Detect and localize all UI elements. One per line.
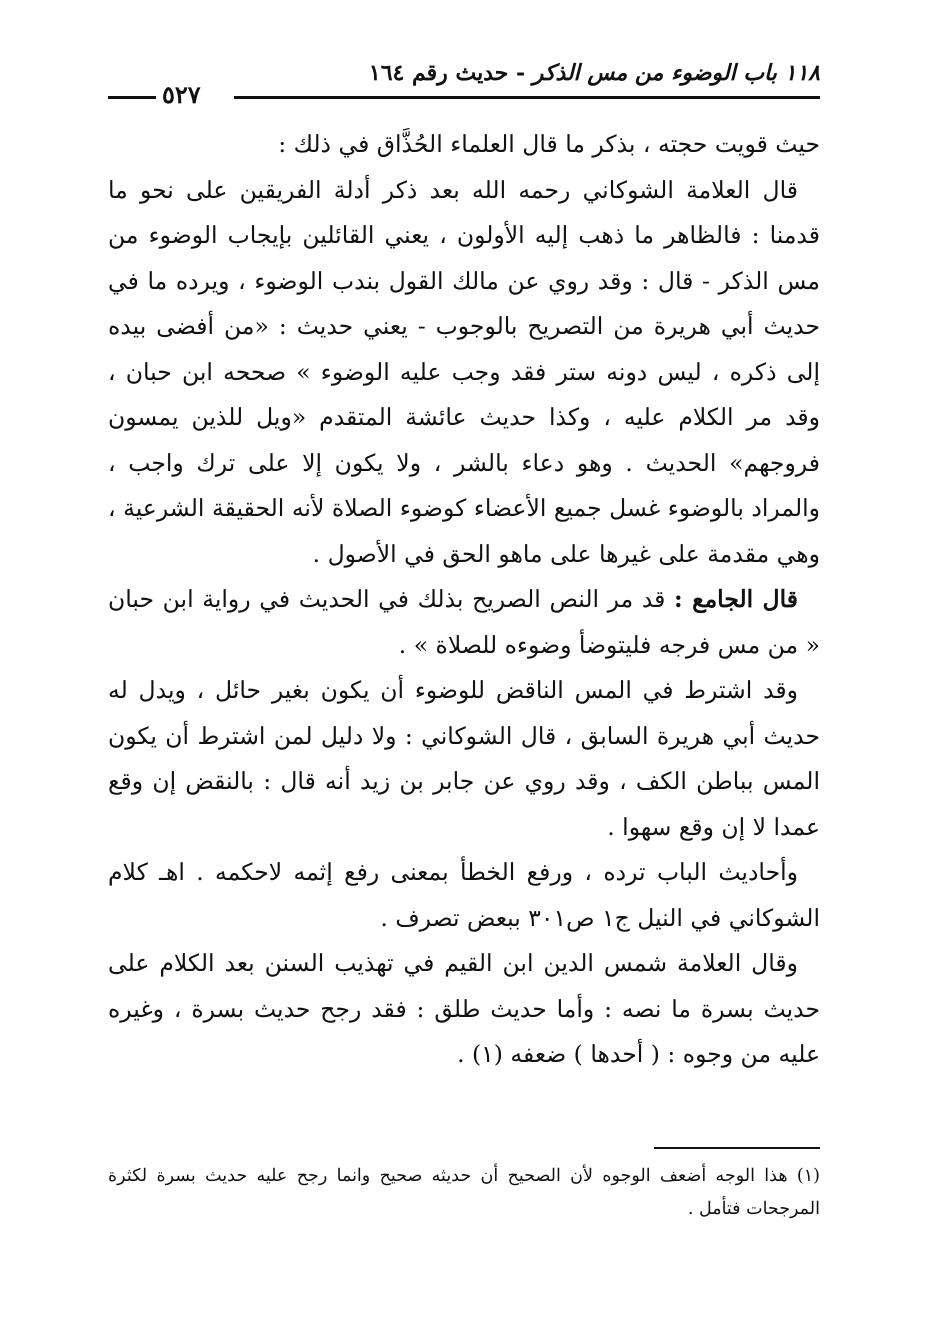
jami-lead: قال الجامع : <box>674 585 798 613</box>
paragraph-condition: وقد اشترط في المس الناقض للوضوء أن يكون بغير حائل ، ويدل له حديث أبي هريرة السابق ، قال الشوكاني : ولا دليل لمن اشترط أن يكون المس بباطن الكف ، وقد روي عن جابر بن زيد أنه قال : بالنقض إن وقع عمدا لا إن وقع سهوا . <box>108 676 820 841</box>
running-title <box>369 60 820 86</box>
header-rule-short <box>108 96 156 99</box>
chapter-title: ١١٨ باب الوضوء من مس الذكر <box>532 60 820 86</box>
paragraph-ibn-qayyim: وقال العلامة شمس الدين ابن القيم في تهذيب السنن بعد الكلام على حديث بسرة ما نصه : وأما حديث طلق : فقد رجح حديث بسرة ، وغيره عليه من وجوه : ( أحدها ) ضعفه (١) . <box>108 949 820 1068</box>
page-header <box>108 60 820 109</box>
paragraph-hadiths: وأحاديث الباب ترده ، ورفع الخطأ بمعنى رفع إثمه لاحكمه . اهـ كلام الشوكاني في النيل ج١ ص٣٠١ ببعض تصرف . <box>108 858 820 932</box>
header-rule <box>234 96 820 99</box>
footnote: (١) هذا الوجه أضعف الوجوه لأن الصحيح أن حديثه صحيح وانما رجح عليه حديث بسرة لكثرة المرجحات فتأمل . <box>108 1166 820 1219</box>
footnote-divider <box>654 1147 820 1149</box>
paragraph-jami <box>108 577 820 668</box>
main-text <box>108 122 820 1078</box>
paragraph-shawkani-quote: قال العلامة الشوكاني رحمه الله بعد ذكر أدلة الفريقين على نحو ما قدمنا : فالظاهر ما ذهب إليه الأولون ، يعني القائلين بإيجاب الوضوء من مس الذكر - قال : وقد روي عن مالك القول بندب الوضوء ، ويرده ما في حديث أبي هريرة من التصريح بالوجوب - يعني حديث : «من أفضى بيده إلى ذكره ، ليس دونه ستر فقد وجب عليه الوضوء » صححه ابن حبان ، وقد مر الكلام عليه ، وكذا حديث عائشة المتقدم «ويل للذين يمسون فروجهم» الحديث . وهو دعاء بالشر ، ولا يكون إلا على ترك واجب ، والمراد بالوضوء غسل جميع الأعضاء كوضوء الصلاة لأنه الحقيقة الشرعية ، وهي مقدمة على غيرها على ماهو الحق في الأصول . <box>108 175 820 568</box>
paragraph-intro: حيث قويت حجته ، بذكر ما قال العلماء الحُذَّاق في ذلك : <box>278 130 820 158</box>
page-number: ٥٢٧ <box>162 80 201 109</box>
jami-text: قد مر النص الصريح بذلك في الحديث في رواية ابن حبان « من مس فرجه فليتوضأ وضوءه للصلاة » . <box>108 585 820 659</box>
hadith-reference: - حديث رقم ١٦٤ <box>368 60 526 86</box>
